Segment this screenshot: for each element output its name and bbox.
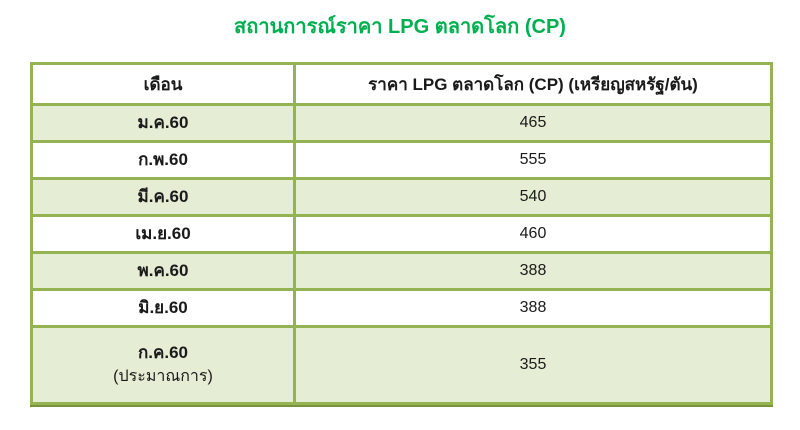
table-body [32, 105, 772, 404]
lpg-price-table [30, 62, 773, 405]
header-cell-month: เดือน [32, 64, 295, 105]
header-cell-price: ราคา LPG ตลาดโลก (CP) (เหรียญสหรัฐ/ตัน) [295, 64, 772, 105]
table-row [32, 253, 772, 290]
month-label: ก.ค.60 [137, 343, 189, 362]
header-row [32, 64, 772, 105]
page-title: สถานการณ์ราคา LPG ตลาดโลก (CP) [234, 16, 566, 38]
month-cell [32, 179, 295, 216]
month-cell [32, 142, 295, 179]
table-row [32, 216, 772, 253]
table-row [32, 327, 772, 404]
page [0, 10, 800, 430]
month-cell [32, 290, 295, 327]
month-note: (ประมาณการ) [113, 368, 213, 385]
price-cell [295, 253, 772, 290]
price-value: 355 [519, 356, 547, 373]
month-label: พ.ค.60 [137, 261, 189, 280]
month-label: เม.ย.60 [135, 224, 191, 243]
table-row [32, 179, 772, 216]
price-value: 388 [519, 262, 547, 279]
price-value: 540 [519, 188, 547, 205]
price-cell [295, 179, 772, 216]
month-cell [32, 327, 295, 404]
price-value: 388 [519, 299, 547, 316]
price-cell [295, 216, 772, 253]
table-row [32, 105, 772, 142]
table-row [32, 290, 772, 327]
month-cell [32, 216, 295, 253]
price-value: 465 [519, 114, 547, 131]
month-label: ม.ค.60 [137, 113, 189, 132]
month-label: มิ.ย.60 [138, 298, 188, 317]
price-value: 460 [519, 225, 547, 242]
price-value: 555 [519, 151, 547, 168]
table-row [32, 142, 772, 179]
month-cell [32, 105, 295, 142]
price-cell [295, 142, 772, 179]
price-cell [295, 105, 772, 142]
month-label: มี.ค.60 [137, 187, 189, 206]
month-cell [32, 253, 295, 290]
price-cell [295, 327, 772, 404]
month-label: ก.พ.60 [138, 150, 188, 169]
price-cell [295, 290, 772, 327]
